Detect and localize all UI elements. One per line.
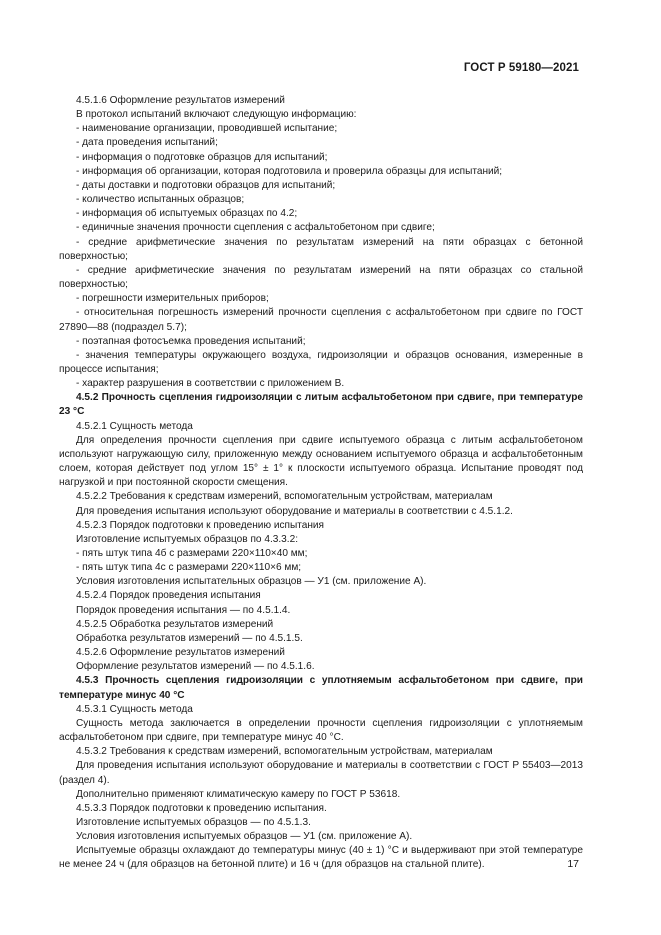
list-item: - характер разрушения в соответствии с приложением В. <box>76 378 345 390</box>
list-item: - даты доставки и подготовки образцов для испытаний; <box>76 179 336 191</box>
paragraph: Оформление результатов измерений — по 4.5.1.6. <box>76 661 315 673</box>
list-item: - информация о подготовке образцов для испытаний; <box>76 151 328 163</box>
subsection-heading: 4.5.2.2 Требования к средствам измерений, вспомогательным устройствам, материалам <box>76 491 493 503</box>
list-item: - количество испытанных образцов; <box>76 194 245 206</box>
list-item: - поэтапная фотосъемка проведения испытаний; <box>76 335 306 347</box>
paragraph: Изготовление испытуемых образцов — по 4.5.1.3. <box>76 816 311 828</box>
list-item: - средние арифметические значения по результатам измерений на пяти образцах со стальной поверхностью; <box>59 264 583 291</box>
paragraph: В протокол испытаний включают следующую информацию: <box>76 109 357 121</box>
list-item: - информация об организации, которая подготовила и проверила образцы для испытаний; <box>76 165 503 177</box>
list-item: - наименование организации, проводившей испытание; <box>76 123 338 135</box>
list-item: - единичные значения прочности сцепления с асфальтобетоном при сдвиге; <box>76 222 435 234</box>
section-heading: 4.5.3 Прочность сцепления гидроизоляции с уплотняемым асфальтобетоном при сдвиге, при температуре минус 40 °С <box>59 675 583 701</box>
subsection-heading: 4.5.2.5 Обработка результатов измерений <box>76 618 274 630</box>
paragraph: Для определения прочности сцепления при сдвиге испытуемого образца с литым асфальтобетоном используют нагружающую силу, приложенную между основанием испытуемого образца и асфальтобетонным слоем, которая действует под углом 15° ± 1° к плоскости испытуемого образца. Испытание проводят под нагрузкой и при постоянной скорости смещения. <box>59 434 583 489</box>
subsection-heading: 4.5.3.2 Требования к средствам измерений, вспомогательным устройствам, материалам <box>76 746 493 758</box>
list-item: - информация об испытуемых образцах по 4.2; <box>76 208 298 220</box>
list-item: - значения температуры окружающего воздуха, гидроизоляции и образцов основания, измеренные в процессе испытания; <box>59 349 583 375</box>
subsection-heading: 4.5.2.1 Сущность метода <box>76 420 193 432</box>
paragraph: Для проведения испытания используют оборудование и материалы в соответствии с 4.5.1.2. <box>76 505 513 517</box>
section-heading: 4.5.2 Прочность сцепления гидроизоляции с литым асфальтобетоном при сдвиге, при температуре 23 °С <box>59 392 583 418</box>
paragraph: Дополнительно применяют климатическую камеру по ГОСТ Р 53618. <box>76 788 401 800</box>
page-number: 17 <box>567 858 579 870</box>
subsection-heading: 4.5.2.6 Оформление результатов измерений <box>76 647 285 659</box>
subsection-heading: 4.5.2.4 Порядок проведения испытания <box>76 590 261 602</box>
list-item: - пять штук типа 4б с размерами 220×110×40 мм; <box>76 548 308 559</box>
paragraph: Условия изготовления испытательных образцов — У1 (см. приложение А). <box>76 576 427 588</box>
standard-number-header: ГОСТ Р 59180—2021 <box>463 62 579 74</box>
list-item: - дата проведения испытаний; <box>76 137 218 149</box>
subsection-heading: 4.5.1.6 Оформление результатов измерений <box>76 95 285 106</box>
paragraph: Условия изготовления испытуемых образцов — У1 (см. приложение А). <box>76 831 413 843</box>
paragraph: Сущность метода заключается в определении прочности сцепления гидроизоляции с уплотняемым асфальтобетоном при сдвиге, при температуре минус 40 °С. <box>59 717 583 744</box>
list-item: - средние арифметические значения по результатам измерений на пяти образцах с бетонной поверхностью; <box>59 236 583 262</box>
paragraph: Испытуемые образцы охлаждают до температуры минус (40 ± 1) °С и выдерживают при этой температуре не менее 24 ч (для образцов на бетонной плите) и 16 ч (для образцов на стальной плите). <box>59 845 583 871</box>
list-item: - относительная погрешность измерений прочности сцепления с асфальтобетоном при сдвиге по ГОСТ 27890—88 (подраздел 5.7); <box>59 307 583 333</box>
list-item: - пять штук типа 4с с размерами 220×110×6 мм; <box>76 562 302 574</box>
subsection-heading: 4.5.3.1 Сущность метода <box>76 703 193 715</box>
paragraph: Изготовление испытуемых образцов по 4.3.3.2: <box>76 533 298 545</box>
subsection-heading: 4.5.3.3 Порядок подготовки к проведению испытания. <box>76 802 327 814</box>
subsection-heading: 4.5.2.3 Порядок подготовки к проведению испытания <box>76 519 325 531</box>
paragraph: Порядок проведения испытания — по 4.5.1.4. <box>76 604 291 616</box>
paragraph: Обработка результатов измерений — по 4.5.1.5. <box>76 632 303 644</box>
document-body <box>59 94 583 873</box>
list-item: - погрешности измерительных приборов; <box>76 293 269 305</box>
paragraph: Для проведения испытания используют оборудование и материалы в соответствии с ГОСТ Р 55403—2013 (раздел 4). <box>59 760 583 786</box>
